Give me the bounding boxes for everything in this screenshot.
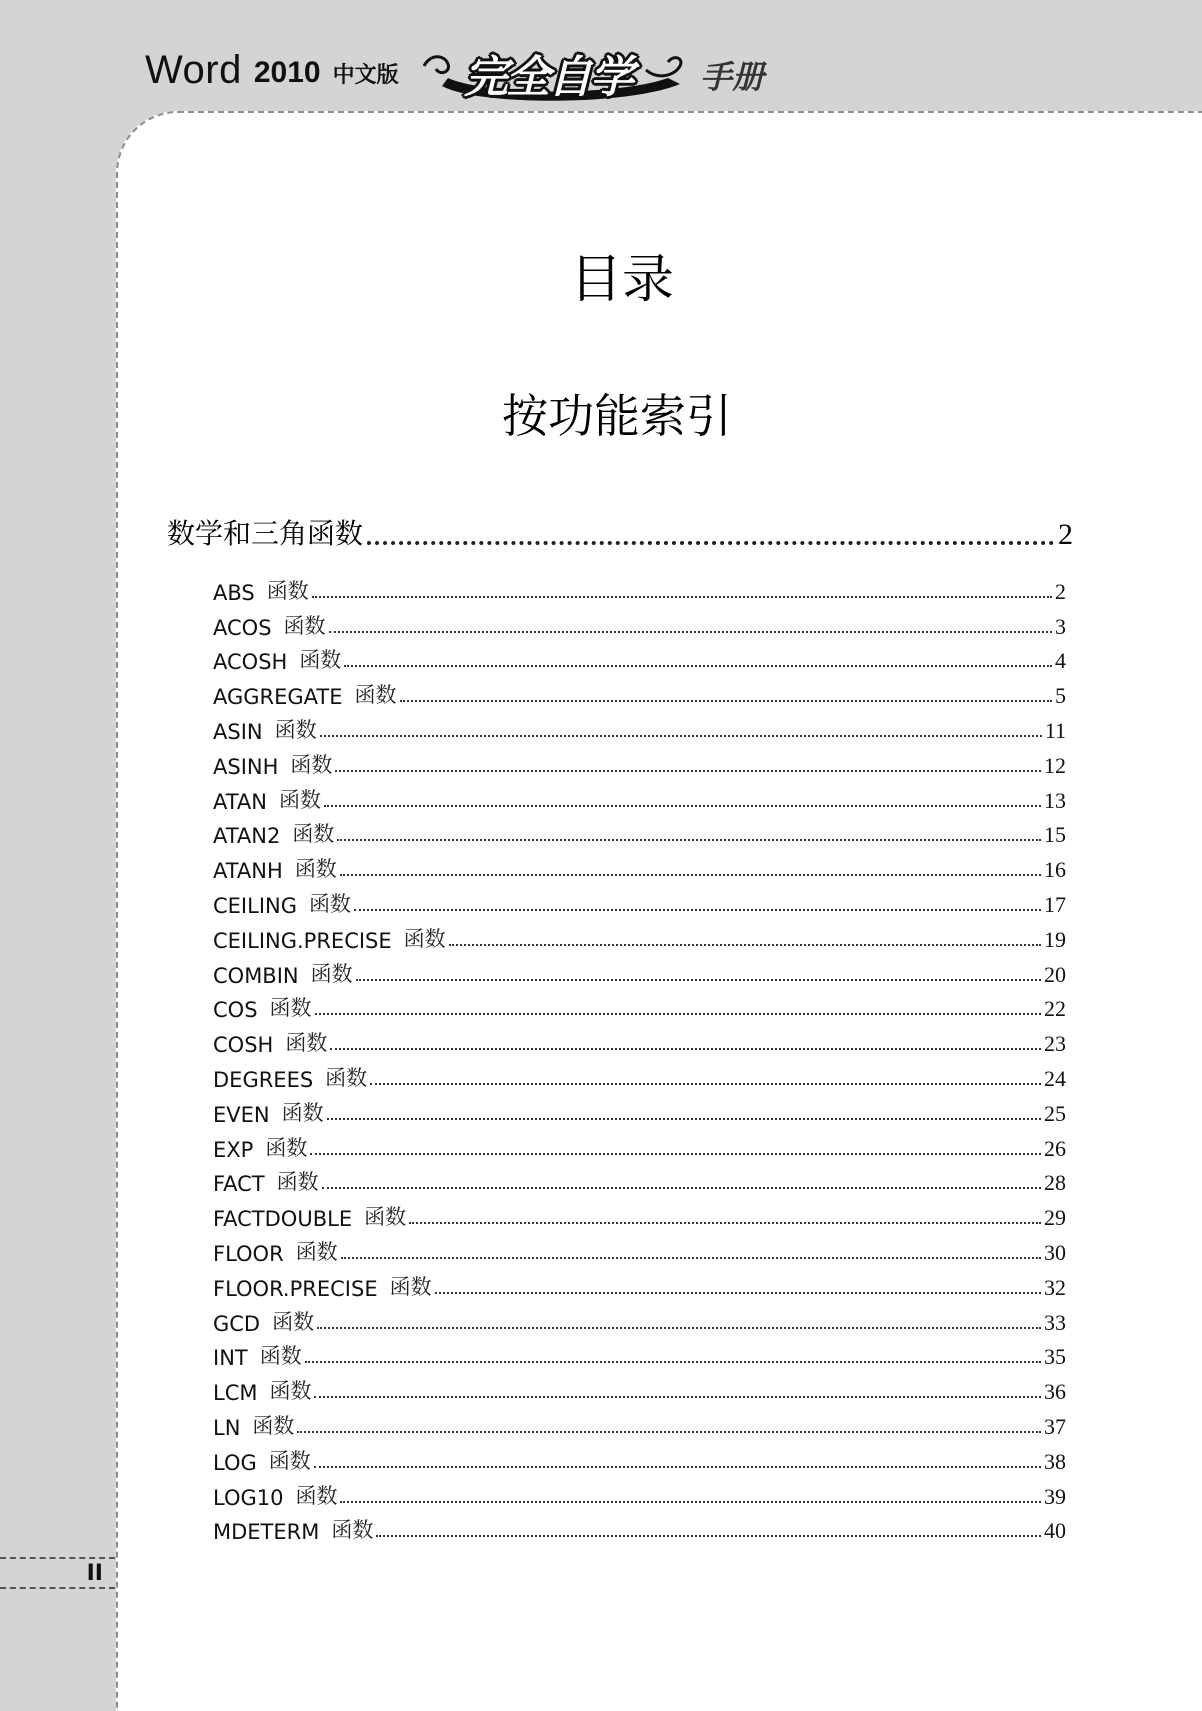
- toc-entry[interactable]: [213, 1092, 1066, 1127]
- toc-entry[interactable]: [213, 918, 1066, 953]
- dot-leader: [356, 979, 1041, 981]
- entry-page: 36: [1044, 1379, 1066, 1405]
- entry-name: EXP: [213, 1137, 254, 1162]
- entry-page: 30: [1044, 1239, 1066, 1265]
- entry-suffix: 函数: [252, 1413, 295, 1438]
- entry-name: DEGREES: [213, 1067, 314, 1092]
- entry-page: 4: [1055, 648, 1066, 674]
- entry-page: 15: [1044, 822, 1066, 848]
- entry-suffix: 函数: [279, 787, 322, 812]
- entry-suffix: 函数: [272, 1309, 315, 1334]
- entry-suffix: 函数: [259, 1344, 302, 1369]
- entry-name: ABS: [213, 580, 255, 605]
- entry-page: 22: [1044, 996, 1066, 1022]
- entry-suffix: 函数: [281, 1100, 324, 1125]
- entry-suffix: 函数: [310, 961, 353, 986]
- dot-leader: [314, 1466, 1041, 1468]
- toc-entry[interactable]: [213, 1510, 1066, 1545]
- entry-suffix: 函数: [290, 752, 333, 777]
- entry-page: 13: [1044, 787, 1066, 813]
- series-logo: [418, 36, 690, 102]
- brand-tail: 手册: [700, 58, 765, 96]
- entry-suffix: 函数: [299, 648, 342, 673]
- dot-leader: [329, 631, 1052, 633]
- toc-section-heading[interactable]: [167, 512, 1073, 552]
- dot-leader: [337, 839, 1041, 841]
- entry-page: 26: [1044, 1135, 1066, 1161]
- entry-name: COS: [213, 998, 258, 1023]
- entry-name: ATAN2: [213, 824, 281, 849]
- entry-name: INT: [213, 1346, 248, 1371]
- entry-name: LN: [213, 1415, 241, 1440]
- entry-suffix: 函数: [309, 891, 351, 916]
- entry-name: LCM: [213, 1381, 258, 1406]
- dot-leader: [341, 1257, 1041, 1259]
- toc-entry[interactable]: [213, 1475, 1066, 1510]
- page-subtitle: 按功能索引: [502, 389, 732, 443]
- entry-page: 37: [1044, 1413, 1066, 1439]
- dot-leader: [340, 874, 1041, 876]
- toc-entry[interactable]: [213, 953, 1066, 988]
- toc-entry[interactable]: [213, 709, 1066, 744]
- entry-name: FLOOR.PRECISE: [213, 1276, 378, 1301]
- page-header: [0, 0, 1202, 112]
- dot-leader: [314, 1396, 1041, 1398]
- entry-page: 25: [1044, 1100, 1066, 1126]
- dot-leader: [315, 1013, 1041, 1015]
- entry-suffix: 函数: [292, 822, 335, 847]
- toc-entry[interactable]: [213, 1266, 1066, 1301]
- toc-entry[interactable]: [213, 1336, 1066, 1371]
- entry-name: ACOSH: [213, 650, 288, 675]
- entry-page: 5: [1055, 683, 1066, 709]
- entry-name: FACTDOUBLE: [213, 1207, 353, 1232]
- entry-page: 12: [1044, 752, 1066, 778]
- entry-suffix: 函数: [265, 1135, 308, 1160]
- entry-name: AGGREGATE: [213, 685, 343, 710]
- dot-leader: [344, 665, 1052, 667]
- section-page: 2: [1058, 518, 1073, 551]
- dot-leader: [409, 1222, 1041, 1224]
- page-number: II: [86, 1561, 103, 1586]
- toc-entry[interactable]: [213, 605, 1066, 640]
- dot-leader: [322, 1187, 1041, 1189]
- entry-suffix: 函数: [331, 1518, 374, 1543]
- entry-suffix: 函数: [269, 996, 312, 1021]
- toc-entry[interactable]: [213, 1162, 1066, 1197]
- entry-page: 38: [1044, 1448, 1066, 1474]
- toc-entry[interactable]: [213, 1405, 1066, 1440]
- toc-entry[interactable]: [213, 1370, 1066, 1405]
- dot-leader: [435, 1292, 1041, 1294]
- entry-name: FLOOR: [213, 1241, 284, 1266]
- entry-page: 16: [1044, 857, 1066, 883]
- dot-leader: [330, 1048, 1041, 1050]
- toc-entry[interactable]: [213, 1022, 1066, 1057]
- entry-page: 3: [1055, 613, 1066, 639]
- entry-name: CEILING: [213, 893, 297, 918]
- brand-year: 2010: [253, 56, 321, 89]
- book-brand: [145, 48, 399, 93]
- entry-page: 39: [1044, 1483, 1066, 1509]
- dot-leader: [317, 1327, 1041, 1329]
- entry-suffix: 函数: [285, 1031, 328, 1056]
- dot-leader: [367, 541, 1054, 545]
- dot-leader: [305, 1361, 1041, 1363]
- dot-leader: [376, 1535, 1041, 1537]
- entry-page: 29: [1044, 1205, 1066, 1231]
- entry-name: FACT: [213, 1172, 265, 1197]
- entry-page: 32: [1044, 1274, 1066, 1300]
- entry-suffix: 函数: [295, 1483, 338, 1508]
- toc-list: [213, 570, 1066, 1544]
- logo-text: 完全自学: [464, 52, 632, 103]
- entry-name: MDETERM: [213, 1520, 320, 1545]
- entry-name: COSH: [213, 1033, 274, 1058]
- entry-page: 24: [1044, 1065, 1066, 1091]
- toc-entry[interactable]: [213, 1231, 1066, 1266]
- entry-suffix: 函数: [274, 717, 317, 742]
- toc-entry[interactable]: [213, 570, 1066, 605]
- entry-page: 20: [1044, 961, 1066, 987]
- section-label: 数学和三角函数: [167, 517, 364, 550]
- entry-suffix: 函数: [403, 926, 446, 951]
- dot-leader: [324, 805, 1041, 807]
- entry-page: 17: [1044, 891, 1066, 917]
- dot-leader: [312, 596, 1052, 598]
- dot-leader: [297, 1431, 1041, 1433]
- entry-suffix: 函数: [354, 683, 397, 708]
- entry-suffix: 函数: [325, 1065, 368, 1090]
- toc-entry[interactable]: [213, 779, 1066, 814]
- dot-leader: [327, 1118, 1041, 1120]
- brand-word: Word: [145, 48, 242, 92]
- entry-suffix: 函数: [295, 1239, 338, 1264]
- entry-name: ATANH: [213, 859, 283, 884]
- entry-page: 28: [1044, 1170, 1066, 1196]
- toc-entry[interactable]: [213, 1127, 1066, 1162]
- entry-page: 40: [1044, 1518, 1066, 1544]
- toc-entry[interactable]: [213, 640, 1066, 675]
- toc-entry[interactable]: [213, 814, 1066, 849]
- dot-leader: [370, 1083, 1041, 1085]
- dot-leader: [400, 700, 1052, 702]
- toc-entry[interactable]: [213, 1301, 1066, 1336]
- dot-leader: [449, 944, 1041, 946]
- entry-suffix: 函数: [364, 1205, 407, 1230]
- entry-page: 11: [1044, 717, 1066, 743]
- entry-suffix: 函数: [276, 1170, 319, 1195]
- toc-entry[interactable]: [213, 848, 1066, 883]
- entry-name: LOG10: [213, 1485, 284, 1510]
- entry-name: CEILING.PRECISE: [213, 928, 392, 953]
- entry-suffix: 函数: [268, 1448, 311, 1473]
- entry-name: ATAN: [213, 789, 268, 814]
- dot-leader: [335, 770, 1041, 772]
- toc-entry[interactable]: [213, 1196, 1066, 1231]
- entry-name: LOG: [213, 1450, 257, 1475]
- toc-entry[interactable]: [213, 988, 1066, 1023]
- entry-page: 19: [1044, 926, 1066, 952]
- entry-page: 2: [1055, 578, 1066, 604]
- toc-entry[interactable]: [213, 674, 1066, 709]
- toc-entry[interactable]: [213, 1057, 1066, 1092]
- entry-suffix: 函数: [269, 1379, 312, 1404]
- toc-entry[interactable]: [213, 744, 1066, 779]
- entry-page: 23: [1044, 1031, 1066, 1057]
- page-title: 目录: [569, 250, 674, 310]
- page-number-tab: [0, 1557, 115, 1589]
- brand-edition: 中文版: [332, 63, 399, 88]
- dot-leader: [320, 735, 1042, 737]
- entry-page: 35: [1044, 1344, 1066, 1370]
- entry-name: ASIN: [213, 719, 263, 744]
- dot-leader: [340, 1501, 1041, 1503]
- dot-leader: [310, 1153, 1041, 1155]
- entry-name: COMBIN: [213, 963, 299, 988]
- toc-entry[interactable]: [213, 883, 1066, 918]
- entry-page: 33: [1044, 1309, 1066, 1335]
- entry-name: EVEN: [213, 1102, 270, 1127]
- entry-name: ASINH: [213, 754, 279, 779]
- entry-suffix: 函数: [266, 578, 309, 603]
- toc-entry[interactable]: [213, 1440, 1066, 1475]
- entry-suffix: 函数: [389, 1274, 432, 1299]
- dot-leader: [354, 909, 1041, 911]
- entry-name: ACOS: [213, 615, 272, 640]
- entry-suffix: 函数: [294, 857, 337, 882]
- entry-name: GCD: [213, 1311, 261, 1336]
- entry-suffix: 函数: [283, 613, 326, 638]
